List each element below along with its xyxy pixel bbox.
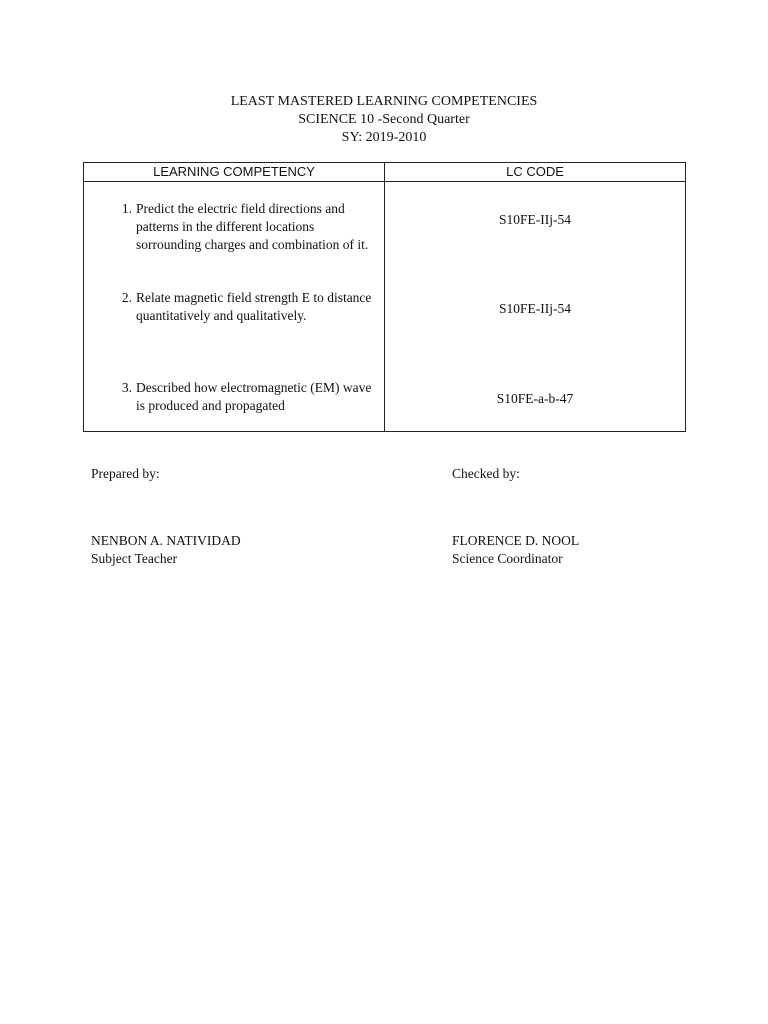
lc-code: S10FE-a-b-47	[496, 391, 574, 406]
item-number: 3.	[121, 380, 132, 395]
document-subtitle: SCIENCE 10 -Second Quarter	[298, 112, 470, 127]
lc-code: S10FE-IIj-54	[499, 301, 571, 316]
item-text: Described how electromagnetic (EM) wave is produced and propagated	[136, 380, 372, 413]
item-number: 1.	[121, 201, 132, 216]
prepared-by-label: Prepared by:	[91, 466, 160, 481]
checked-by-role: Science Coordinator	[452, 551, 563, 566]
document-title: LEAST MASTERED LEARNING COMPETENCIES	[230, 94, 538, 109]
school-year: SY: 2019-2010	[341, 130, 427, 145]
competency-table	[83, 162, 686, 432]
document-header	[0, 93, 768, 147]
column-header-lc-code: LC CODE	[385, 163, 686, 182]
prepared-by-role: Subject Teacher	[91, 551, 178, 566]
item-text: Predict the electric field directions and patterns in the different locations sorrounding charges and combination of it.	[136, 201, 369, 252]
table-body-row	[84, 182, 686, 432]
item-number: 2.	[121, 290, 132, 305]
competency-cell	[84, 182, 385, 432]
checked-by-name: FLORENCE D. NOOL	[452, 533, 580, 548]
prepared-by-name: NENBON A. NATIVIDAD	[91, 533, 241, 548]
item-text: Relate magnetic field strength E to distance quantitatively and qualitatively.	[136, 290, 372, 323]
column-header-competency: LEARNING COMPETENCY	[84, 163, 385, 182]
lc-code: S10FE-IIj-54	[499, 212, 571, 227]
checked-by-label: Checked by:	[452, 466, 520, 481]
table-header-row	[84, 163, 686, 182]
lc-code-cell	[385, 182, 686, 432]
